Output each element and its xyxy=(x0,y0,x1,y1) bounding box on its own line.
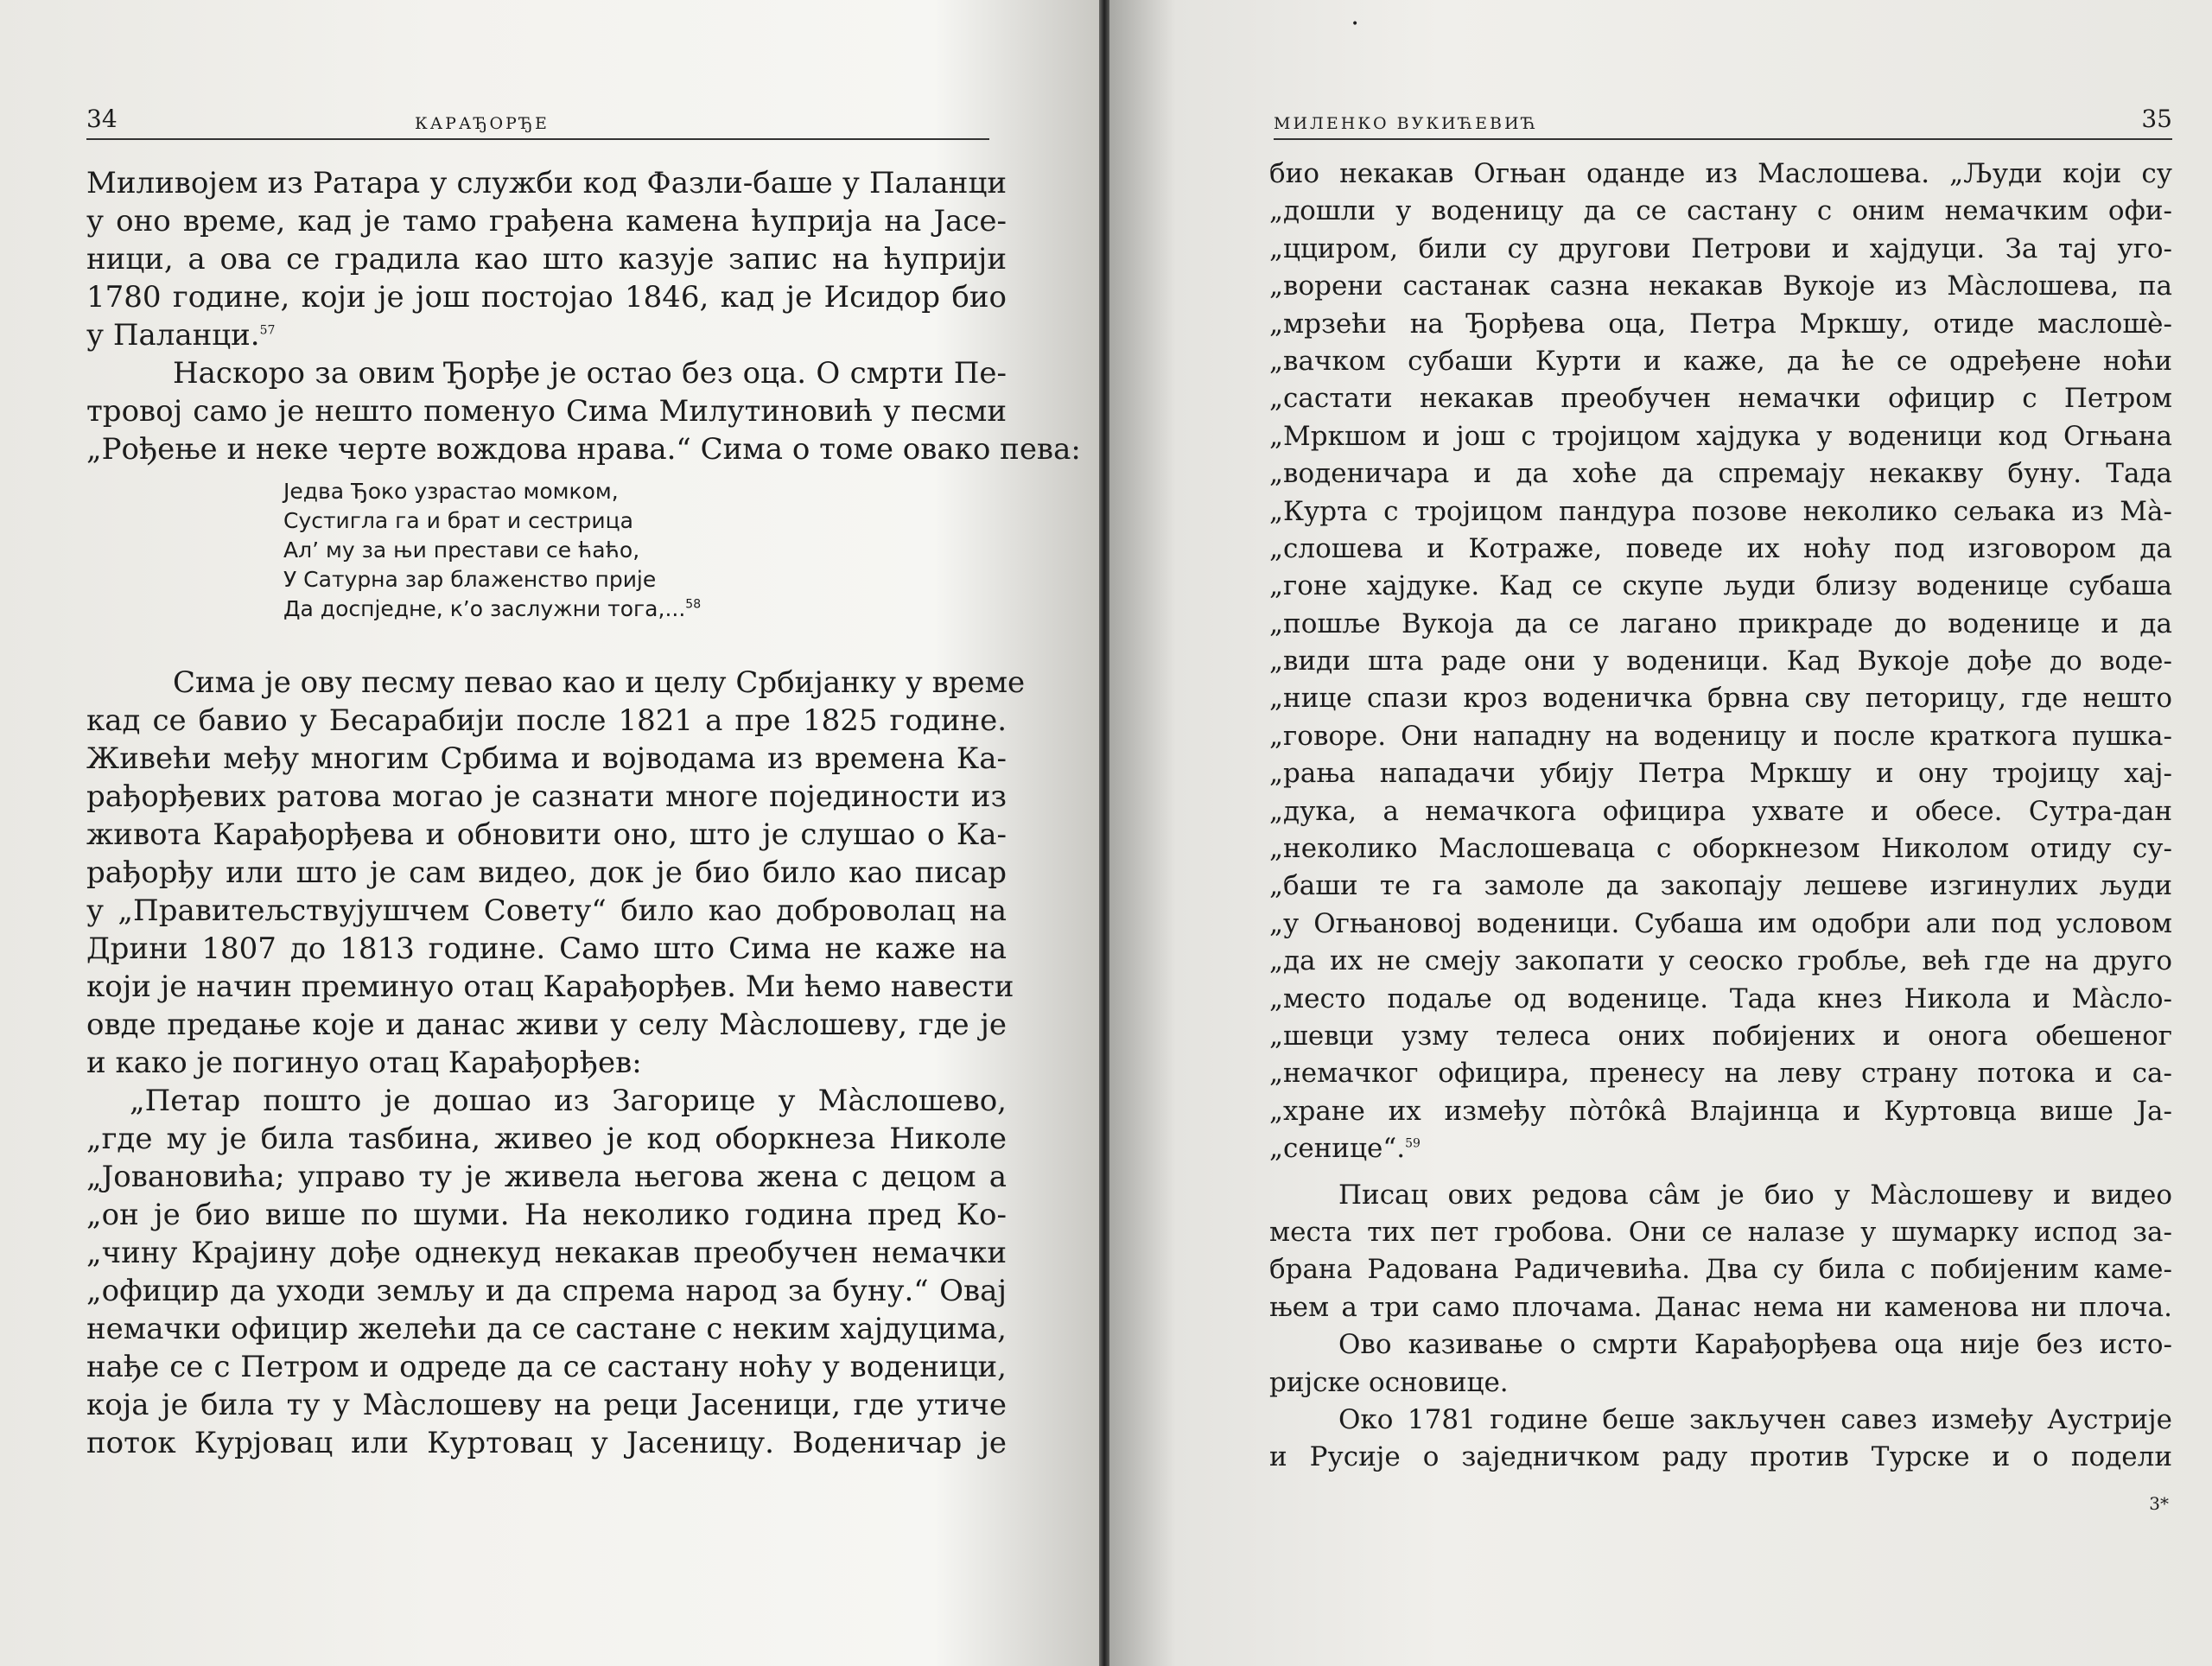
footnote-marker: 57 xyxy=(259,323,276,338)
quote-line: „где му је била таѕбина, живео је код оборкнеза Николе xyxy=(86,1122,1007,1156)
text-line: Наскоро за овим Ђорђе је остао без оца. О смрти Пе- xyxy=(173,356,1007,391)
quote-line: „официр да уходи земљу и да спрема народ за буну.“ Овај xyxy=(86,1274,1007,1308)
quote-line: „гоне хајдуке. Кад се скупе људи близу воденице субаша xyxy=(1269,570,2172,602)
quote-line: „ворени састанак сазна некакав Вукоје из Màслошева, па xyxy=(1269,270,2172,302)
running-head: МИЛЕНКО ВУКИЋЕВИЋ xyxy=(1274,114,1539,133)
quote-line: „место подаље од воденице. Тада кнез Никола и Màсло- xyxy=(1269,982,2172,1014)
right-body-text xyxy=(1269,156,2172,1477)
text-line xyxy=(86,316,1007,354)
quote-line: „дошли у воденицу да се састану с оним немачким офи- xyxy=(1269,195,2172,227)
book-gutter xyxy=(1099,0,1109,1666)
quote-line: „састати некакав преобучен немачки официр с Петром xyxy=(1269,383,2172,415)
text-line: и Русије о заједничком раду против Турске и о подели xyxy=(1269,1441,2172,1473)
poem-line-content: Да доспједне, к’о заслужни тога,... xyxy=(283,596,686,621)
text-line: 1780 године, који је још постојао 1846, кад је Исидор био xyxy=(86,280,1007,315)
quote-line: „воденичара и да хоће да спремају некакву буну. Тада xyxy=(1269,458,2172,490)
text-line: рађорђу или што је сам видео, док је био било као писар xyxy=(86,855,1007,890)
quote-line: која је била ту у Màслошеву на реци Јасеници, где утиче xyxy=(86,1388,1007,1422)
quote-line: немачки официр желећи да се састане с неким хајдуцима, xyxy=(86,1312,1007,1346)
quote-line: „нице спази кроз воденичка брвна сву петорицу, где нешто xyxy=(1269,683,2172,715)
quote-line: био некакав Огњан оданде из Маслошева. „Људи који су xyxy=(1269,158,2172,189)
text-line: у оно време, кад је тамо грађена камена ћуприја на Јасе- xyxy=(86,204,1007,238)
quote-line: „пошље Вукоја да се лагано прикраде до воденице и да xyxy=(1269,607,2172,639)
text-line: места тих пет гробова. Они се налазе у шумарку испод за- xyxy=(1269,1216,2172,1248)
right-page xyxy=(1109,0,2212,1666)
text-line: брана Радована Радичевића. Два су била с побијеним каме- xyxy=(1269,1254,2172,1286)
quote-line: „у Огњановој воденици. Субаша им одобри али под условом xyxy=(1269,907,2172,939)
quote-line xyxy=(1269,1130,2172,1167)
poem-block xyxy=(86,477,1007,624)
page-number: 35 xyxy=(2141,105,2172,133)
running-head: КАРАЂОРЂЕ xyxy=(415,114,550,133)
text-line: Писац ових редова сâм је био у Màслошеву и видео xyxy=(1338,1179,2172,1211)
quote-line: „хране их између пòтôкâ Влајинца и Куртовца више Ја- xyxy=(1269,1095,2172,1127)
text-line: овде предање које и данас живи у селу Màслошеву, где је xyxy=(86,1008,1007,1042)
quote-line: „рања нападачи убију Петра Мркшу и ону тројицу хај- xyxy=(1269,758,2172,790)
left-page-header xyxy=(86,95,989,140)
text-line: рађорђевих ратова могао је сазнати многе појединости из xyxy=(86,779,1007,814)
page-speck: • xyxy=(1351,17,1359,31)
quote-line: „неколико Маслошеваца с оборкнезом Николом отиду су- xyxy=(1269,833,2172,865)
quote-line: „слошева и Котраже, поведе их ноћу под изговором да xyxy=(1269,532,2172,564)
poem-line: Ал’ му за њи престави се ћаћо, xyxy=(283,537,640,563)
left-body-text xyxy=(86,164,1081,1462)
quote-line: нађе се с Петром и одреде да се састану ноћу у воденици, xyxy=(86,1350,1007,1384)
quote-line: „вачком субаши Курти и каже, да ће се одређене ноћи xyxy=(1269,345,2172,377)
quote-line: „Курта с тројицом пандура позове неколико сељака из Мà- xyxy=(1269,495,2172,527)
text-line: живота Карађорђева и обновити оно, што је слушао о Ка- xyxy=(86,817,1007,852)
text-line: Дрини 1807 до 1813 године. Само што Сима не каже на xyxy=(86,932,1007,966)
text-line: Ово казивање о смрти Карађорђева оца није без исто- xyxy=(1338,1329,2172,1361)
signature-mark: 3* xyxy=(2149,1493,2169,1514)
text-line-content: у Паланци. xyxy=(86,318,260,353)
quote-line-content: „сенице“. xyxy=(1269,1133,1406,1165)
left-page xyxy=(0,0,1099,1666)
quote-line: „Јовановића; управо ту је живела његова жена с децом а xyxy=(86,1160,1007,1194)
quote-line: „види шта раде они у воденици. Кад Вукоје дође до воде- xyxy=(1269,645,2172,677)
text-line: Миливојем из Ратара у служби код Фазли-баше у Паланци xyxy=(86,166,1007,200)
text-line: у „Правитељствујушчем Совету“ било као доброволац на xyxy=(86,893,1007,928)
text-line: ници, а ова се градила као што казује запис на ћуприји xyxy=(86,242,1007,277)
text-line: који је начин преминуо отац Карађорђев. Ми ћемо навести xyxy=(86,970,1014,1004)
right-page-header xyxy=(1274,95,2172,140)
footnote-marker: 58 xyxy=(685,597,702,612)
text-line: и како је погинуо отац Карађорђев: xyxy=(86,1046,642,1080)
poem-line: У Сатурна зар блаженство прије xyxy=(283,567,657,592)
quote-line: „шевци узму телеса оних побијених и онога обешеног xyxy=(1269,1020,2172,1052)
poem-line: Сустигла га и брат и сестрица xyxy=(283,508,633,533)
text-line: „Рођење и неке черте вождова нрава.“ Сима о томе овако пева: xyxy=(86,432,1081,467)
footnote-marker: 59 xyxy=(1405,1136,1421,1151)
poem-line: Једва Ђоко узрастао момком, xyxy=(283,479,619,504)
paragraph-gap xyxy=(1269,1168,2172,1177)
text-line: Живећи међу многим Србима и војводама из времена Ка- xyxy=(86,741,1007,776)
text-line: њем а три само плочама. Данас нема ни каменова ни плоча. xyxy=(1269,1291,2172,1323)
quote-line: „Мркшом и још с тројицом хајдука у воденици код Огњана xyxy=(1269,420,2172,452)
quote-line: поток Курјовац или Куртовац у Јасеницу. Воденичар је xyxy=(86,1426,1007,1460)
quote-line: „он је био више по шуми. На неколико година пред Ко- xyxy=(86,1198,1007,1232)
quote-line: „чину Крајину дође однекуд некакав преобучен немачки xyxy=(86,1236,1007,1270)
quote-line: „баши те га замоле да закопају лешеве изгинулих људи xyxy=(1269,870,2172,902)
text-line: ријске основице. xyxy=(1269,1366,1509,1398)
text-line: Сима је ову песму певао као и целу Србијанку у време xyxy=(173,665,1026,700)
quote-line: „да их не смеју закопати у сеоско гробље, већ где на друго xyxy=(1269,945,2172,977)
quote-line: „цциром, били су другови Петрови и хајдуци. За тај уго- xyxy=(1269,232,2172,264)
poem-line xyxy=(283,595,1007,624)
quote-line: „Петар пошто је дошао из Загорице у Màслошево, xyxy=(130,1084,1007,1118)
quote-line: „мрзећи на Ђорђева оца, Петра Мркшу, отиде маслошè- xyxy=(1269,308,2172,340)
quote-line: „немачког официра, пренесу на леву страну потока и са- xyxy=(1269,1058,2172,1090)
text-line: кад се бавио у Бесарабији после 1821 а пре 1825 године. xyxy=(86,703,1007,738)
quote-line: „говоре. Они нападну на воденицу и после краткога пушка- xyxy=(1269,720,2172,752)
text-line: Око 1781 године беше закључен савез између Аустрије xyxy=(1338,1403,2172,1435)
page-number: 34 xyxy=(86,105,118,133)
text-line: тровој само је нешто поменуо Сима Милутиновић у песми xyxy=(86,394,1007,429)
quote-line: „дука, а немачкога официра ухвате и обесе. Сутра-дан xyxy=(1269,795,2172,827)
